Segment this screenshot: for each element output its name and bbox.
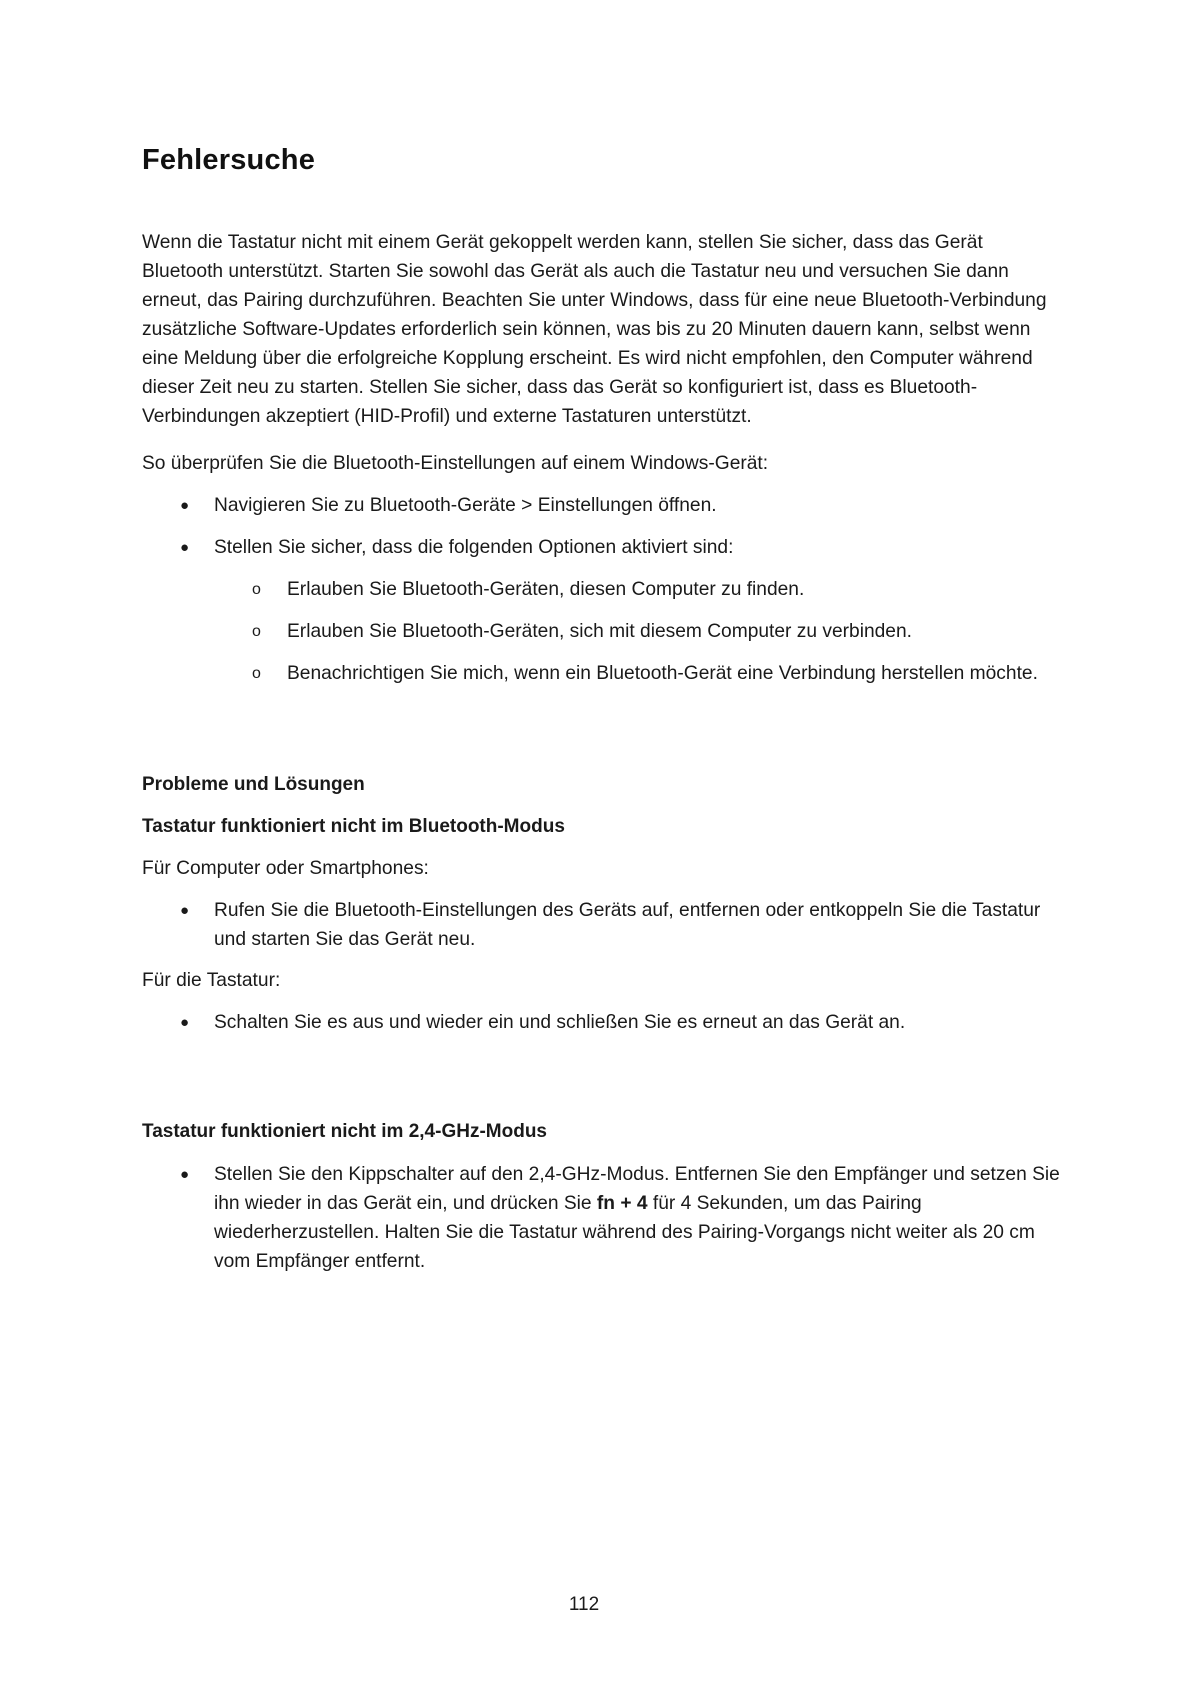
sub-bullet-icon: o	[252, 581, 261, 598]
option-1: Erlauben Sie Bluetooth-Geräten, diesen Computer zu finden.	[287, 579, 805, 600]
check-step-2: Stellen Sie sicher, dass die folgenden Optionen aktiviert sind:	[214, 537, 734, 558]
problems-heading: Probleme und Lösungen	[142, 774, 365, 795]
option-3: Benachrichtigen Sie mich, wenn ein Bluetooth-Gerät eine Verbindung herstellen möchte.	[287, 663, 1038, 684]
bullet-icon: ●	[180, 497, 190, 514]
page-number: 112	[568, 1594, 600, 1615]
bullet-icon: ●	[180, 1014, 190, 1031]
check-step-1: Navigieren Sie zu Bluetooth-Geräte > Einstellungen öffnen.	[214, 495, 717, 516]
ghz-step-after: für 4 Sekunden, um das Pairing wiederherzustellen. Halten Sie die Tastatur während des Pairing-Vorgangs nicht weiter als 20 cm vom Empfänger entfernt.	[214, 1193, 1035, 1272]
ghz-step-before: Stellen Sie den Kippschalter auf den 2,4-GHz-Modus. Entfernen Sie den Empfänger und setzen Sie ihn wieder in das Gerät ein, und drücken Sie	[214, 1164, 1060, 1214]
keyboard-step: Schalten Sie es aus und wieder ein und schließen Sie es erneut an das Gerät an.	[214, 1012, 906, 1033]
sub-bullet-icon: o	[252, 665, 261, 682]
ghz-step	[214, 1160, 1060, 1276]
keyboard-label: Für die Tastatur:	[142, 970, 281, 991]
ghz-mode-heading: Tastatur funktioniert nicht im 2,4-GHz-Modus	[142, 1121, 547, 1142]
intro-paragraph: Wenn die Tastatur nicht mit einem Gerät gekoppelt werden kann, stellen Sie sicher, dass das Gerät Bluetooth unterstützt. Starten Sie sowohl das Gerät als auch die Tastatur neu und versuchen Sie dann erneut, das Pairing durchzuführen. Beachten Sie unter Windows, dass für eine neue Bluetooth-Verbindung zusätzliche Software-Updates erforderlich sein können, was bis zu 20 Minuten dauern kann, selbst wenn eine Meldung über die erfolgreiche Kopplung erscheint. Es wird nicht empfohlen, den Computer während dieser Zeit neu zu starten. Stellen Sie sicher, dass das Gerät so konfiguriert ist, dass es Bluetooth-Verbindungen akzeptiert (HID-Profil) und externe Tastaturen unterstützt.	[142, 232, 1047, 427]
option-2: Erlauben Sie Bluetooth-Geräten, sich mit diesem Computer zu verbinden.	[287, 621, 912, 642]
bt-mode-heading: Tastatur funktioniert nicht im Bluetooth-Modus	[142, 816, 565, 837]
check-intro-text: So überprüfen Sie die Bluetooth-Einstellungen auf einem Windows-Gerät:	[142, 453, 769, 474]
bullet-icon: ●	[180, 539, 190, 556]
page-title: Fehlersuche	[142, 144, 316, 176]
key-combo: fn + 4	[596, 1193, 648, 1214]
bullet-icon: ●	[180, 902, 190, 919]
computers-step: Rufen Sie die Bluetooth-Einstellungen des Geräts auf, entfernen oder entkoppeln Sie die Tastatur und starten Sie das Gerät neu.	[214, 900, 1041, 950]
bullet-icon: ●	[180, 1166, 190, 1183]
document-page	[142, 0, 1062, 1684]
sub-bullet-icon: o	[252, 623, 261, 640]
computers-label: Für Computer oder Smartphones:	[142, 858, 429, 879]
